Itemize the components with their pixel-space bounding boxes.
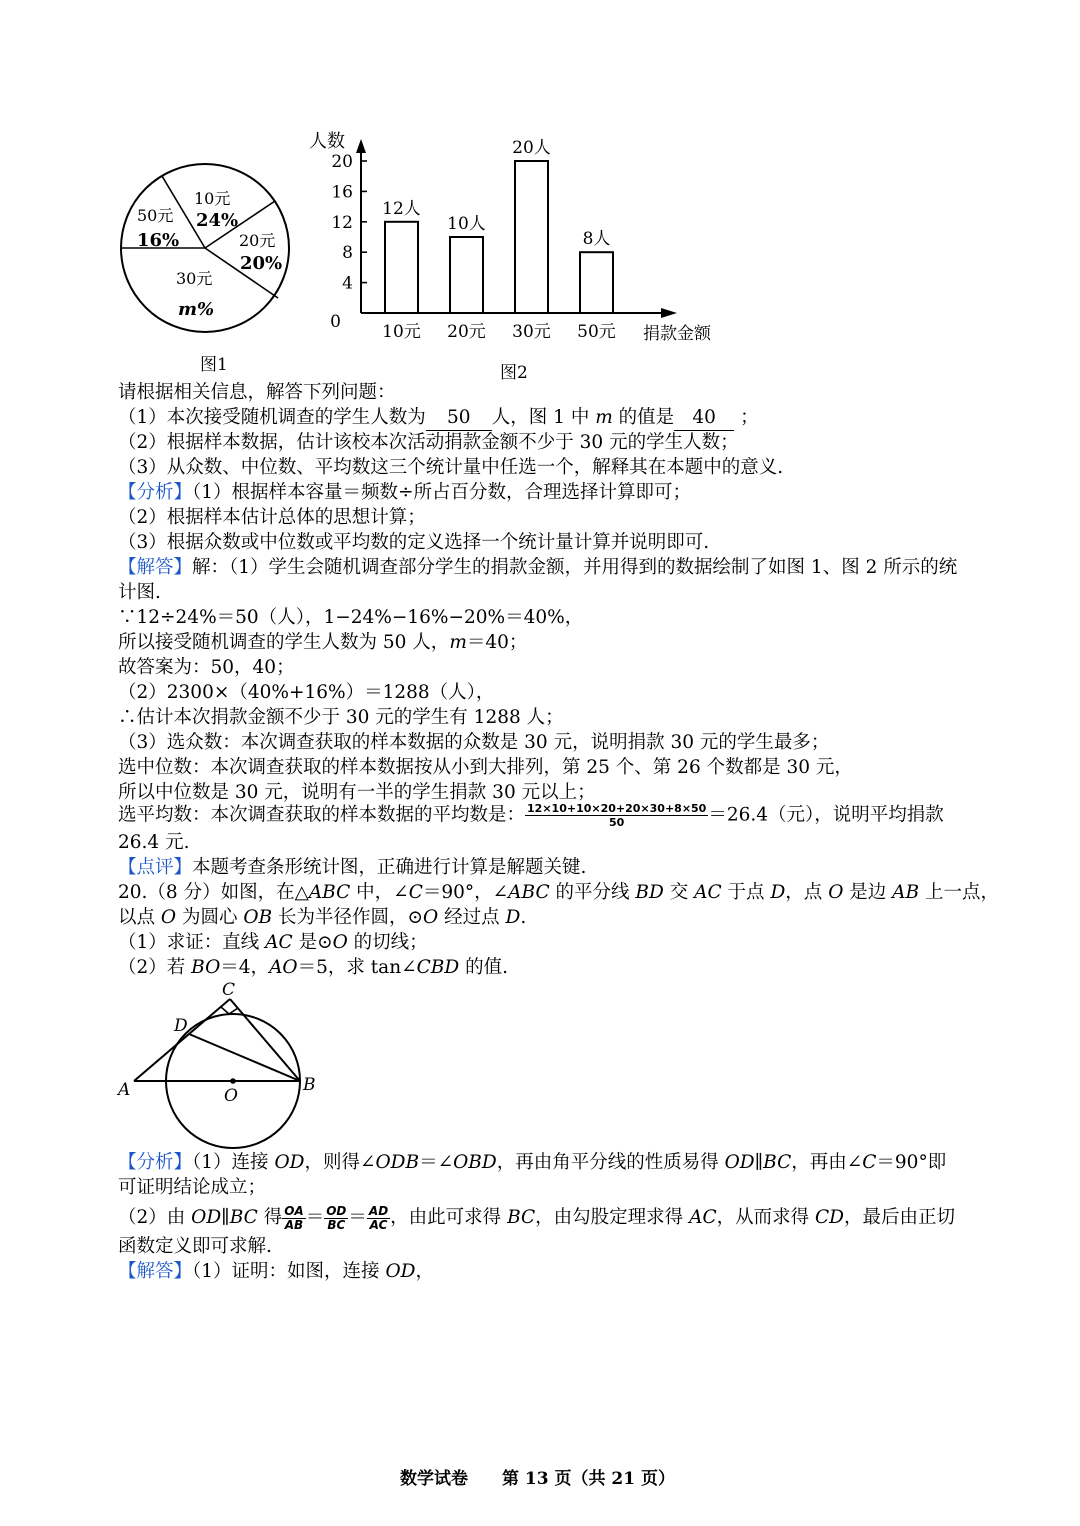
question-2: （2）根据样本数据，估计该校本次活动捐款金额不少于 30 元的学生人数；: [118, 432, 739, 453]
question-1: [118, 406, 759, 431]
y-axis-title: 人数: [309, 131, 345, 152]
x-category-label-3: 30元: [512, 322, 551, 342]
p20-q1-v1: AC: [265, 932, 293, 953]
an1-t5: ∥: [754, 1152, 764, 1173]
mean-fraction-denominator: 50: [609, 816, 625, 829]
bar-data-label-3: 20人: [512, 138, 551, 158]
solution-11: 26.4 元.: [118, 832, 190, 853]
an1-t7: ＝90°即: [876, 1152, 947, 1173]
bar-2: [450, 237, 483, 313]
an1-t4: ，再由角平分线的性质易得: [496, 1152, 719, 1173]
p20-l2-v4: D: [505, 907, 521, 928]
an1-v5: BC: [763, 1152, 792, 1173]
an2-t7: ，最后由正切: [844, 1207, 956, 1228]
p20-v5: AC: [694, 882, 722, 903]
solution-5: （2）2300×（40%+16%）＝1288（人），: [118, 682, 495, 703]
p20-v2: C: [408, 882, 423, 903]
an2-v5: CD: [815, 1207, 844, 1228]
label-a: A: [118, 1080, 131, 1100]
frac3-num: AD: [368, 1203, 389, 1218]
p20-t2: 中，∠: [356, 882, 409, 903]
q1-end: ；: [740, 407, 759, 428]
y-tick-label: 4: [342, 273, 353, 294]
sol-t1: （1）证明：如图，连接: [192, 1261, 380, 1282]
an2-t1: （2）由: [118, 1207, 186, 1228]
p20-v1: ABC: [308, 882, 351, 903]
p20-l2-t3: 长为半径作圆，⊙: [278, 907, 424, 928]
p20-l2-t5: .: [520, 907, 527, 928]
x-axis-title: 捐款金额: [643, 324, 711, 344]
comment-text: 本题考查条形统计图，正确进行计算是解题关键.: [192, 857, 587, 878]
q1-text: （1）本次接受随机调查的学生人数为: [118, 407, 426, 428]
bar-data-label-1: 12人: [382, 198, 421, 219]
frac1-den: AB: [284, 1217, 304, 1232]
solution-10-text: 选平均数：本次调查获取的样本数据的平均数是：: [118, 804, 526, 826]
an1-t2: ，则得∠: [304, 1152, 376, 1173]
comment-tag: 【点评】: [118, 857, 193, 878]
p20-t4: 的平分线: [555, 882, 630, 903]
problem-20-q1: [118, 931, 428, 955]
solution-1-text: 解：（1）学生会随机调查部分学生的捐款金额，并用得到的数据绘制了如图 1、图 2 所示的统: [192, 557, 958, 578]
analysis-20-1b: 可证明结论成立；: [118, 1177, 267, 1198]
solution-20-tag: 【解答】: [118, 1261, 193, 1282]
p20-q1-t3: 的切线；: [353, 932, 428, 953]
an2-t4: ，由此可求得: [390, 1207, 502, 1228]
analysis-3: （3）根据众数或中位数或平均数的定义选择一个统计量计算并说明即可.: [118, 532, 710, 553]
p20-l2-v2: OB: [243, 907, 273, 928]
an2-v4: AC: [689, 1207, 717, 1228]
p20-v3: ABC: [508, 882, 550, 903]
figure-2-caption: 图2: [500, 363, 528, 383]
p20-t6: 于点: [727, 882, 765, 903]
p20-q2-v3: CBD: [416, 957, 460, 978]
analysis-2: （2）根据样本估计总体的思想计算；: [118, 507, 426, 528]
frac2-den: BC: [327, 1217, 346, 1232]
solution-3-text: 所以接受随机调查的学生人数为 50 人，: [118, 632, 450, 653]
p20-l2-t4: 经过点: [444, 907, 500, 928]
label-d: D: [174, 1016, 188, 1036]
p20-t3: ＝90°，∠: [422, 882, 509, 903]
solution-1: [118, 556, 957, 580]
q1-text-mid2: 的值是: [618, 407, 675, 428]
segment-ac: [134, 999, 230, 1081]
bar-3: [515, 161, 548, 313]
pie-slice-label-10: 10元: [194, 189, 231, 208]
problem-20-line-2: [118, 906, 526, 930]
an1-v1: OD: [274, 1152, 305, 1173]
an1-t6: ，再由∠: [791, 1152, 863, 1173]
p20-q1-t2: 是⊙: [298, 932, 333, 953]
an2-eq2: ＝: [348, 1207, 367, 1228]
pie-slice-label-50: 50元: [137, 206, 174, 225]
frac2-num: OD: [326, 1203, 347, 1218]
p20-t9: 上一点，: [925, 882, 1000, 903]
page-footer: 数学试卷 第 13 页（共 21 页）: [400, 1469, 675, 1489]
frac1-num: OA: [284, 1203, 304, 1218]
pie-slice-pct-10: 24%: [196, 210, 239, 231]
p20-q2-v1: BO: [191, 957, 221, 978]
pie-slice-pct-20: 20%: [240, 253, 283, 274]
x-axis-arrow: [661, 308, 677, 318]
frac3-den: AC: [369, 1217, 388, 1232]
q1-text-mid: 人，图 1 中: [491, 407, 590, 428]
an2-t6: ，从而求得: [716, 1207, 810, 1228]
mean-fraction: [525, 802, 708, 829]
y-tick-label: 8: [342, 243, 353, 264]
comment-line: [118, 856, 586, 880]
solution-7: （3）选众数：本次调查获取的样本数据的众数是 30 元，说明捐款 30 元的学生最多；: [118, 732, 830, 753]
solution-4: 故答案为：50，40；: [118, 657, 295, 678]
p20-l2-t2: 为圆心: [181, 907, 238, 928]
solution-20-1: [118, 1260, 434, 1284]
fraction-oa-ab: [282, 1205, 306, 1232]
an1-v4: OD: [724, 1152, 755, 1173]
analysis-1-text: （1）根据样本容量＝频数÷所占百分数，合理选择计算即可；: [192, 482, 692, 503]
solution-3: [118, 631, 527, 655]
analysis-20-tag: 【分析】: [118, 1152, 193, 1173]
an1-v2: ODB: [375, 1152, 420, 1173]
p20-q2-t1: （2）若: [118, 957, 186, 978]
fraction-ad-ac: [367, 1205, 390, 1232]
p20-t5: 交: [669, 882, 689, 903]
pie-slice-pct-30: m%: [178, 299, 215, 320]
label-c: C: [222, 980, 236, 1000]
q1-var-m: m: [595, 407, 613, 428]
an2-v2: BC: [229, 1207, 258, 1228]
an1-v6: C: [862, 1152, 877, 1173]
an2-t3: 得: [263, 1207, 283, 1228]
analysis-20-2: [118, 1203, 955, 1233]
figure-1-caption: 图1: [200, 355, 228, 375]
geometry-figure: [112, 975, 332, 1153]
p20-v4: BD: [635, 882, 664, 903]
right-angle-mark: [221, 1007, 238, 1014]
solution-9: 所以中位数是 30 元，说明有一半的学生捐款 30 元以上；: [118, 782, 596, 803]
solution-3-var-m: m: [449, 632, 467, 653]
pie-slice-pct-50: 16%: [137, 230, 180, 251]
p20-l2-v1: O: [160, 907, 177, 928]
sol-t2: ，: [415, 1261, 434, 1282]
analysis-tag: 【分析】: [118, 482, 193, 503]
analysis-20-2b: 函数定义即可求解.: [118, 1236, 272, 1257]
p20-t8: 是边: [849, 882, 887, 903]
question-3: （3）从众数、中位数、平均数这三个统计量中任选一个，解释其在本题中的意义.: [118, 457, 784, 478]
bar-data-label-4: 8人: [582, 229, 611, 250]
p20-l2-t1: 以点: [118, 907, 156, 928]
an1-t1: （1）连接: [192, 1152, 269, 1173]
q1-answer-blank-2: 40: [674, 406, 734, 431]
analysis-20-1: [118, 1151, 946, 1175]
answer-tag: 【解答】: [118, 557, 193, 578]
x-category-label-2: 20元: [447, 322, 486, 342]
intro-line: [118, 381, 396, 405]
y-tick-label: 12: [331, 212, 353, 233]
an1-t3: ＝∠: [419, 1152, 454, 1173]
bar-chart-figure: [305, 125, 735, 350]
an2-v1: OD: [191, 1207, 222, 1228]
bar-1: [385, 222, 418, 313]
p20-t1: 20.（8 分）如图，在△: [118, 882, 309, 903]
p20-q2-t2: ＝4，: [220, 957, 270, 978]
intro-text: 请根据相关信息，解答下列问题：: [118, 382, 396, 403]
solution-1b: 计图.: [118, 582, 161, 603]
label-o: O: [224, 1086, 238, 1106]
solution-10-end: ＝26.4（元），说明平均捐款: [708, 804, 944, 826]
sol-v1: OD: [385, 1261, 416, 1282]
p20-v7: O: [828, 882, 844, 903]
an2-t5: ，由勾股定理求得: [535, 1207, 684, 1228]
x-category-label-1: 10元: [382, 322, 421, 342]
an2-eq1: ＝: [305, 1207, 325, 1228]
p20-l2-v3: O: [423, 907, 439, 928]
y-tick-label: 16: [331, 182, 353, 203]
solution-8: 选中位数：本次调查获取的样本数据按从小到大排列，第 25 个、第 26 个数都是 30 元，: [118, 757, 853, 778]
solution-6: ∴估计本次捐款金额不少于 30 元的学生有 1288 人；: [118, 707, 564, 728]
p20-q2-v2: AO: [269, 957, 298, 978]
solution-10: [118, 802, 944, 829]
pie-chart-figure: [110, 160, 300, 340]
an1-v3: OBD: [453, 1152, 497, 1173]
bar-data-label-2: 10人: [447, 214, 486, 234]
p20-q1-v2: O: [332, 932, 348, 953]
q1-answer-blank-1: 50: [426, 406, 492, 431]
p20-q1-t1: （1）求证：直线: [118, 932, 260, 953]
solution-2: ∵12÷24%＝50（人），1−24%−16%−20%＝40%，: [118, 607, 584, 628]
p20-q2-t3: ＝5，求 tan∠: [297, 957, 417, 978]
y-tick-label: 0: [330, 312, 341, 332]
pie-slice-label-20: 20元: [239, 231, 276, 250]
fraction-od-bc: [324, 1205, 348, 1232]
bar-4: [580, 252, 613, 313]
an2-v3: BC: [507, 1207, 536, 1228]
center-point-o: [230, 1078, 236, 1084]
label-b: B: [303, 1075, 316, 1095]
p20-v6: D: [770, 882, 786, 903]
segment-cb: [230, 999, 300, 1081]
segment-db: [189, 1034, 300, 1081]
p20-t7: ，点: [785, 882, 823, 903]
an2-t2: ∥: [221, 1207, 230, 1228]
problem-20-line-1: [118, 881, 999, 905]
pie-slice-label-30: 30元: [176, 269, 213, 288]
analysis-1: [118, 481, 691, 505]
mean-fraction-numerator: 12×10+10×20+20×30+8×50: [527, 802, 707, 815]
p20-q2-t4: 的值.: [465, 957, 508, 978]
p20-v8: AB: [892, 882, 920, 903]
x-category-label-4: 50元: [577, 322, 616, 342]
solution-3-end: ＝40；: [466, 632, 528, 653]
y-tick-label: 20: [331, 152, 353, 172]
y-axis-arrow: [356, 139, 366, 153]
